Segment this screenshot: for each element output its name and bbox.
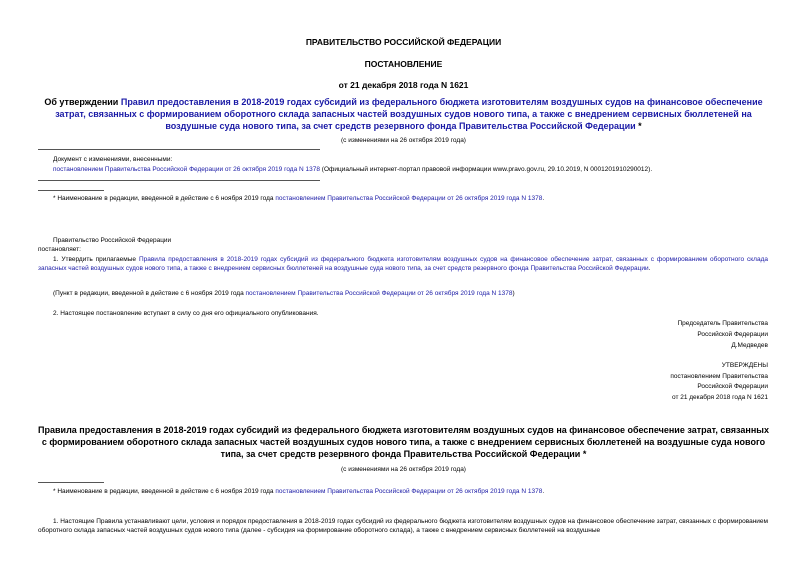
p1-note-start: (Пункт в редакции, введенной в действие с 6 ноября 2019 года (53, 290, 246, 297)
divider (38, 149, 320, 150)
rules-title: Правила предоставления в 2018-2019 годах субсидий из федерального бюджета изготовителям воздушных судов на финансовое обеспечение затрат, связанных с формированием оборотного склада запасных частей воздушных судов нового типа, а также с внедрением сервисных бюллетеней на воздушные суда нового типа, за счет средств резервного фонда Правительства Российской Федерации * (38, 425, 769, 459)
p1-edit-note (53, 289, 773, 298)
document-title (40, 96, 767, 132)
rules-p1-text: 1. Настоящие Правила устанавливают цели, условия и порядок предоставления в 2018-2019 годах субсидий из федерального бюджета изготовителям воздушных судов на финансовое обеспечение затрат, связанных с формированием оборотного склада запасных частей воздушных судов нового типа (далее - субсидия на формирование оборотного склада), а также с внедрением сервисных бюллетеней на воздушные (38, 518, 768, 534)
title-link[interactable]: Правил предоставления в 2018-2019 годах субсидий из федерального бюджета изготовителям воздушных судов на финансовое обеспечение затрат, связанных с формированием оборотного склада запасных частей воздушных судов нового типа, а также с внедрением сервисных бюллетеней на воздушные суда нового типа, за счет средств резервного фонда Правительства Российской Федерации (55, 97, 763, 131)
decides-label: постановляет: (38, 246, 81, 253)
p1-end: . (648, 265, 651, 272)
signer-country: Российской Федерации (697, 331, 768, 338)
approved-country: Российской Федерации (697, 383, 768, 390)
rules-footnote (53, 487, 783, 496)
footnote-text: * Наименование в редакции, введенной в действие с 6 ноября 2019 года (53, 195, 276, 202)
approved-label: УТВЕРЖДЕНЫ (721, 362, 768, 369)
footnote-link[interactable]: постановлением Правительства Российской Федерации от 26 октября 2019 года N 1378 (275, 195, 543, 202)
p1-note-end: ) (512, 290, 515, 297)
footnote2-end: . (542, 488, 545, 495)
changes-box-label: Документ с изменениями, внесенными: (53, 156, 173, 163)
footnote-divider (38, 482, 104, 483)
changes-box-source (53, 165, 773, 174)
approved-date: от 21 декабря 2018 года N 1621 (671, 394, 768, 401)
footnote2-link[interactable]: постановлением Правительства Российской Федерации от 26 октября 2019 года N 1378 (275, 488, 543, 495)
divider (38, 180, 320, 181)
gov-label: Правительство Российской Федерации (53, 237, 172, 244)
paragraph-1 (38, 255, 768, 273)
amendment-note: (с изменениями на 26 октября 2019 года) (341, 137, 466, 144)
approved-by: постановлением Правительства (670, 373, 768, 380)
footnote-end: . (542, 195, 545, 202)
signer-position: Председатель Правительства (677, 320, 768, 327)
changes-tail: (Официальный интернет-портал правовой информации www.pravo.gov.ru, 29.10.2019, N 0001201910290012). (319, 166, 653, 173)
rules-paragraph-1 (38, 517, 768, 536)
paragraph-2: 2. Настоящее постановление вступает в силу со дня его официального опубликования. (53, 310, 319, 317)
footnote (53, 194, 783, 203)
changes-link[interactable]: постановлением Правительства Российской Федерации от 26 октября 2019 года N 1378 (53, 166, 320, 173)
title-prefix: Об утверждении (44, 97, 121, 107)
footnote-divider (38, 190, 104, 191)
rules-amendment-note: (с изменениями на 26 октября 2019 года) (341, 466, 466, 473)
p1-start: 1. Утвердить прилагаемые (53, 256, 139, 263)
doc-date-number: от 21 декабря 2018 года N 1621 (338, 80, 469, 90)
title-suffix: * (635, 121, 642, 131)
footnote2-text: * Наименование в редакции, введенной в действие с 6 ноября 2019 года (53, 488, 276, 495)
p1-link[interactable]: Правила предоставления в 2018-2019 годах субсидий из федерального бюджета изготовителям воздушных судов на финансовое обеспечение затрат, связанных с формированием оборотного склада запасных частей воздушных судов нового типа, а также с внедрением сервисных бюллетеней на воздушные суда нового типа, за счет средств резервного фонда Правительства Российской Федерации (38, 256, 768, 272)
org-heading: ПРАВИТЕЛЬСТВО РОССИЙСКОЙ ФЕДЕРАЦИИ (305, 37, 502, 47)
doc-type-heading: ПОСТАНОВЛЕНИЕ (364, 59, 443, 69)
p1-note-link[interactable]: постановлением Правительства Российской Федерации от 26 октября 2019 года N 1378 (245, 290, 513, 297)
signer-name: Д.Медведев (731, 342, 768, 349)
